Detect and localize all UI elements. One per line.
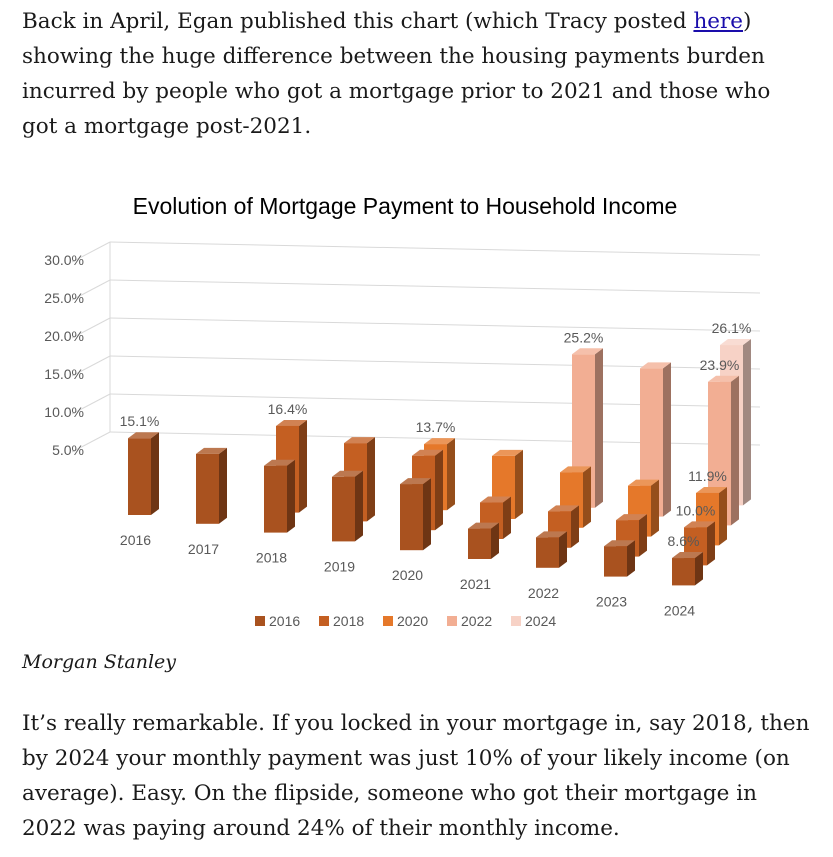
bar-front xyxy=(332,477,355,542)
legend-label: 2022 xyxy=(461,613,493,629)
x-tick-label: 2023 xyxy=(595,593,628,610)
y-tick-label: 20.0% xyxy=(44,328,84,344)
bar-front xyxy=(604,546,627,576)
bar-side xyxy=(571,505,579,547)
intro-text-end: ) showing the huge difference between the housing payments burden incurred by people who got a mortgage prior to 2021 and those who got a mortgage post-2021. xyxy=(22,9,771,139)
back-gridline xyxy=(110,280,760,293)
bar-front xyxy=(672,558,695,585)
y-tick-label: 5.0% xyxy=(52,442,84,458)
bar-front xyxy=(536,537,559,567)
chart-title: Evolution of Mortgage Payment to Household Income xyxy=(132,193,678,219)
x-tick-label: 2022 xyxy=(527,584,560,601)
legend-swatch xyxy=(319,616,329,626)
data-label: 8.6% xyxy=(667,533,700,550)
legend-label: 2024 xyxy=(525,613,557,629)
legend-item-2022 xyxy=(447,613,492,629)
legend-swatch xyxy=(447,616,457,626)
bar-side xyxy=(731,376,739,526)
legend-item-2018 xyxy=(319,613,364,629)
bar-side xyxy=(583,466,591,527)
bar-2016-2020 xyxy=(400,478,431,550)
bar-side xyxy=(743,339,751,505)
legend-swatch xyxy=(383,616,393,626)
bar-side xyxy=(559,531,567,567)
bar-2016-2021 xyxy=(468,523,499,559)
x-tick-label: 2018 xyxy=(255,549,288,566)
bar-2016-2018 xyxy=(264,460,295,533)
bar-side xyxy=(219,448,227,524)
bar-front xyxy=(196,454,219,524)
bar-side xyxy=(367,437,375,521)
legend-item-2016 xyxy=(255,613,300,629)
here-link[interactable]: here xyxy=(693,9,744,34)
bar-side xyxy=(627,540,635,576)
x-tick-label: 2016 xyxy=(119,532,152,548)
bar-side xyxy=(435,450,443,530)
bar-side xyxy=(651,480,659,537)
data-label: 10.0% xyxy=(675,502,716,519)
x-tick-label: 2020 xyxy=(391,567,424,584)
data-label: 26.1% xyxy=(711,320,752,337)
legend-label: 2016 xyxy=(269,613,301,629)
data-label: 11.9% xyxy=(688,467,727,484)
bar-side xyxy=(447,438,455,510)
bar-side xyxy=(595,348,603,508)
legend-label: 2020 xyxy=(397,613,429,629)
data-label: 15.1% xyxy=(119,413,160,430)
y-tick-label: 30.0% xyxy=(44,252,84,268)
chart-source-caption: Morgan Stanley xyxy=(22,651,177,673)
y-tick-label: 15.0% xyxy=(44,366,84,382)
bar-front xyxy=(264,466,287,533)
bar-side xyxy=(491,523,499,559)
x-tick-label: 2017 xyxy=(187,540,220,557)
y-tick-label: 10.0% xyxy=(44,404,84,420)
data-label: 13.7% xyxy=(415,419,456,436)
x-tick-label: 2021 xyxy=(459,576,492,592)
y-axis-ticks xyxy=(44,252,84,458)
back-gridline xyxy=(110,242,760,255)
bar-2016-2019 xyxy=(332,471,363,542)
bar-2016-2024 xyxy=(672,552,703,585)
legend-item-2024 xyxy=(511,613,556,629)
bar-side xyxy=(423,478,431,550)
bars xyxy=(128,339,751,585)
bar-front xyxy=(128,438,151,515)
outro-paragraph: It’s really remarkable. If you locked in your mortgage in, say 2018, then by 2024 your monthly payment was just 10% of your likely income (on average). Easy. On the flipside, someone who got their mortgage in 2022 was paying around 24% of their monthly income. xyxy=(22,711,810,841)
bar-side xyxy=(719,487,727,545)
legend xyxy=(255,613,556,629)
chart-canvas xyxy=(0,170,833,650)
bar-side xyxy=(151,432,159,515)
bar-front xyxy=(468,529,491,559)
bar-side xyxy=(299,420,307,513)
bar-side xyxy=(707,521,715,565)
data-label: 16.4% xyxy=(267,400,308,417)
mortgage-chart xyxy=(0,170,833,650)
legend-swatch xyxy=(255,616,265,626)
intro-text-start: Back in April, Egan published this chart (which Tracy posted xyxy=(22,9,694,34)
legend-label: 2018 xyxy=(333,613,365,629)
bar-side xyxy=(287,460,295,533)
bar-2016-2016 xyxy=(128,432,159,515)
x-tick-label: 2019 xyxy=(323,558,356,575)
bar-side xyxy=(503,497,511,539)
bar-front xyxy=(400,484,423,550)
bar-side xyxy=(515,450,523,519)
bar-side xyxy=(355,471,363,542)
bar-2016-2023 xyxy=(604,540,635,576)
x-tick-label: 2024 xyxy=(663,602,696,619)
legend-swatch xyxy=(511,616,521,626)
intro-paragraph xyxy=(22,4,812,144)
legend-item-2020 xyxy=(383,613,428,629)
data-label: 25.2% xyxy=(563,329,604,346)
bar-side xyxy=(663,362,671,516)
bar-2016-2017 xyxy=(196,448,227,524)
bar-2016-2022 xyxy=(536,531,567,567)
y-tick-label: 25.0% xyxy=(44,290,84,306)
bar-side xyxy=(639,514,647,556)
back-gridline xyxy=(110,318,760,331)
data-label: 23.9% xyxy=(699,356,740,373)
